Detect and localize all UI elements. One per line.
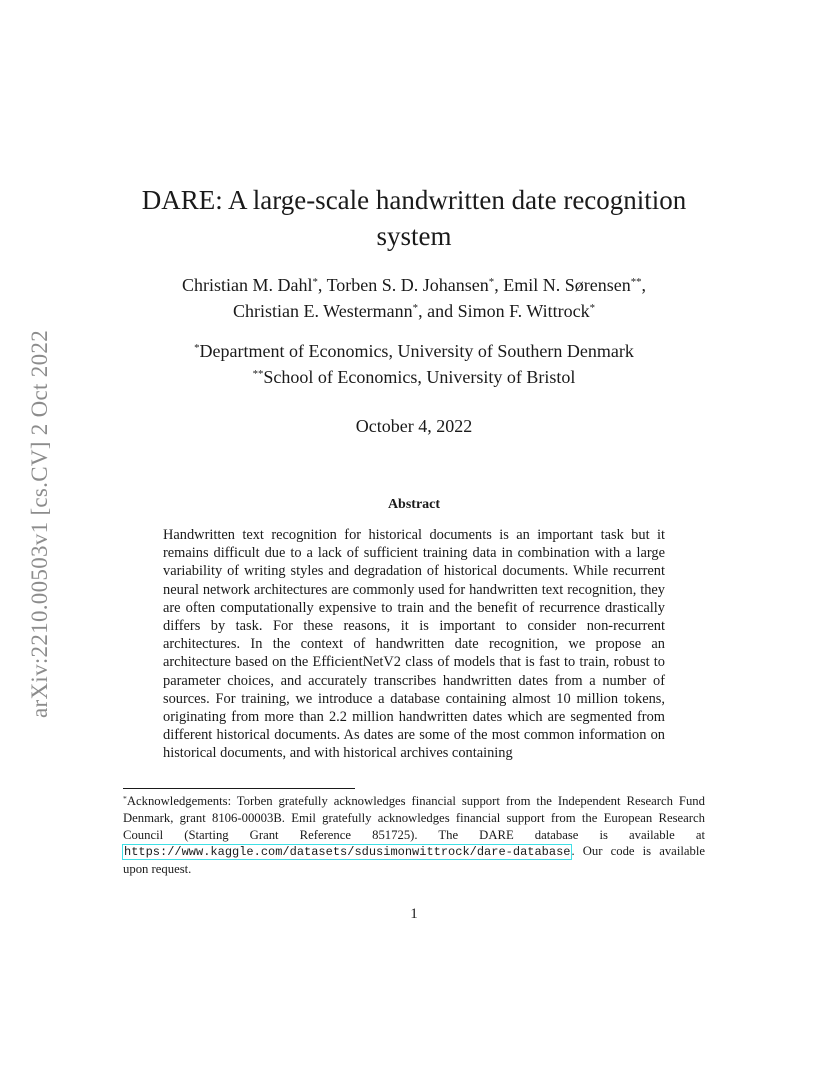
arxiv-stamp-text: arXiv:2210.00503v1 [cs.CV] 2 Oct 2022 (27, 330, 52, 718)
affiliation-marker: * (194, 342, 200, 355)
affiliation-1 (110, 338, 718, 364)
footnote (123, 793, 705, 878)
abstract-body: Handwritten text recognition for historical documents is an important task but it remains difficult due to a lack of sufficient training data in combination with a large variability of writing styles and degradation of historical documents. While recurrent neural network architectures are commonly used for handwritten text recognition, they are often computationally expensive to train and the benefit of recurrence drastically differs by task. For these reasons, it is important to consider non-recurrent architectures. In the context of handwritten date recognition, we propose an architecture based on the EfficientNetV2 class of models that is fast to train, robust to parameter choices, and accurately transcribes handwritten dates from a number of sources. For training, we introduce a database containing almost 10 million tokens, originating from more than 2.2 million handwritten dates which are segmented from different historical documents. As dates are some of the most common information on historical documents, and with historical archives containing (163, 527, 665, 762)
dataset-link[interactable]: https://www.kaggle.com/datasets/sdusimonwittrock/dare-database (124, 845, 571, 860)
footnote-text: Acknowledgements: Torben gratefully acknowledges financial support from the Independent Research Fund Denmark, grant 8106-00003B. Emil gratefully acknowledges financial support from the European Research Council (Starting Grant Reference 851725). The DARE database is available at (123, 794, 705, 842)
author-name: Christian M. Dahl (181, 275, 313, 295)
footnote-rule (123, 788, 355, 789)
author-name: Christian E. Westermann (232, 301, 413, 321)
paper-date: October 4, 2022 (355, 416, 473, 436)
affiliation-marker: * (589, 302, 595, 315)
affiliation-marker: * (488, 276, 495, 289)
affiliation-text: Department of Economics, University of Southern Denmark (199, 341, 634, 361)
affiliations (110, 338, 718, 390)
author-name: , Torben S. D. Johansen (317, 275, 489, 295)
author-list (110, 272, 718, 324)
arxiv-stamp (20, 292, 60, 756)
page-number: 1 (410, 906, 418, 922)
paper-title: DARE: A large-scale handwritten date recognition system (141, 185, 687, 251)
footnote-text-end: . Our code is available upon request. (123, 844, 705, 877)
abstract-heading: Abstract (387, 497, 441, 512)
affiliation-marker: ** (252, 368, 264, 381)
author-separator: , (641, 275, 646, 295)
author-name: , and Simon F. Wittrock (418, 301, 590, 321)
affiliation-marker: * (412, 302, 419, 315)
author-line-2 (110, 298, 718, 324)
author-line-1 (110, 272, 718, 298)
footnote-marker: * (123, 793, 127, 803)
affiliation-2 (110, 364, 718, 390)
affiliation-text: School of Economics, University of Bristol (263, 367, 576, 387)
author-name: , Emil N. Sørensen (494, 275, 631, 295)
affiliation-marker: ** (630, 276, 642, 289)
affiliation-marker: * (312, 276, 318, 289)
